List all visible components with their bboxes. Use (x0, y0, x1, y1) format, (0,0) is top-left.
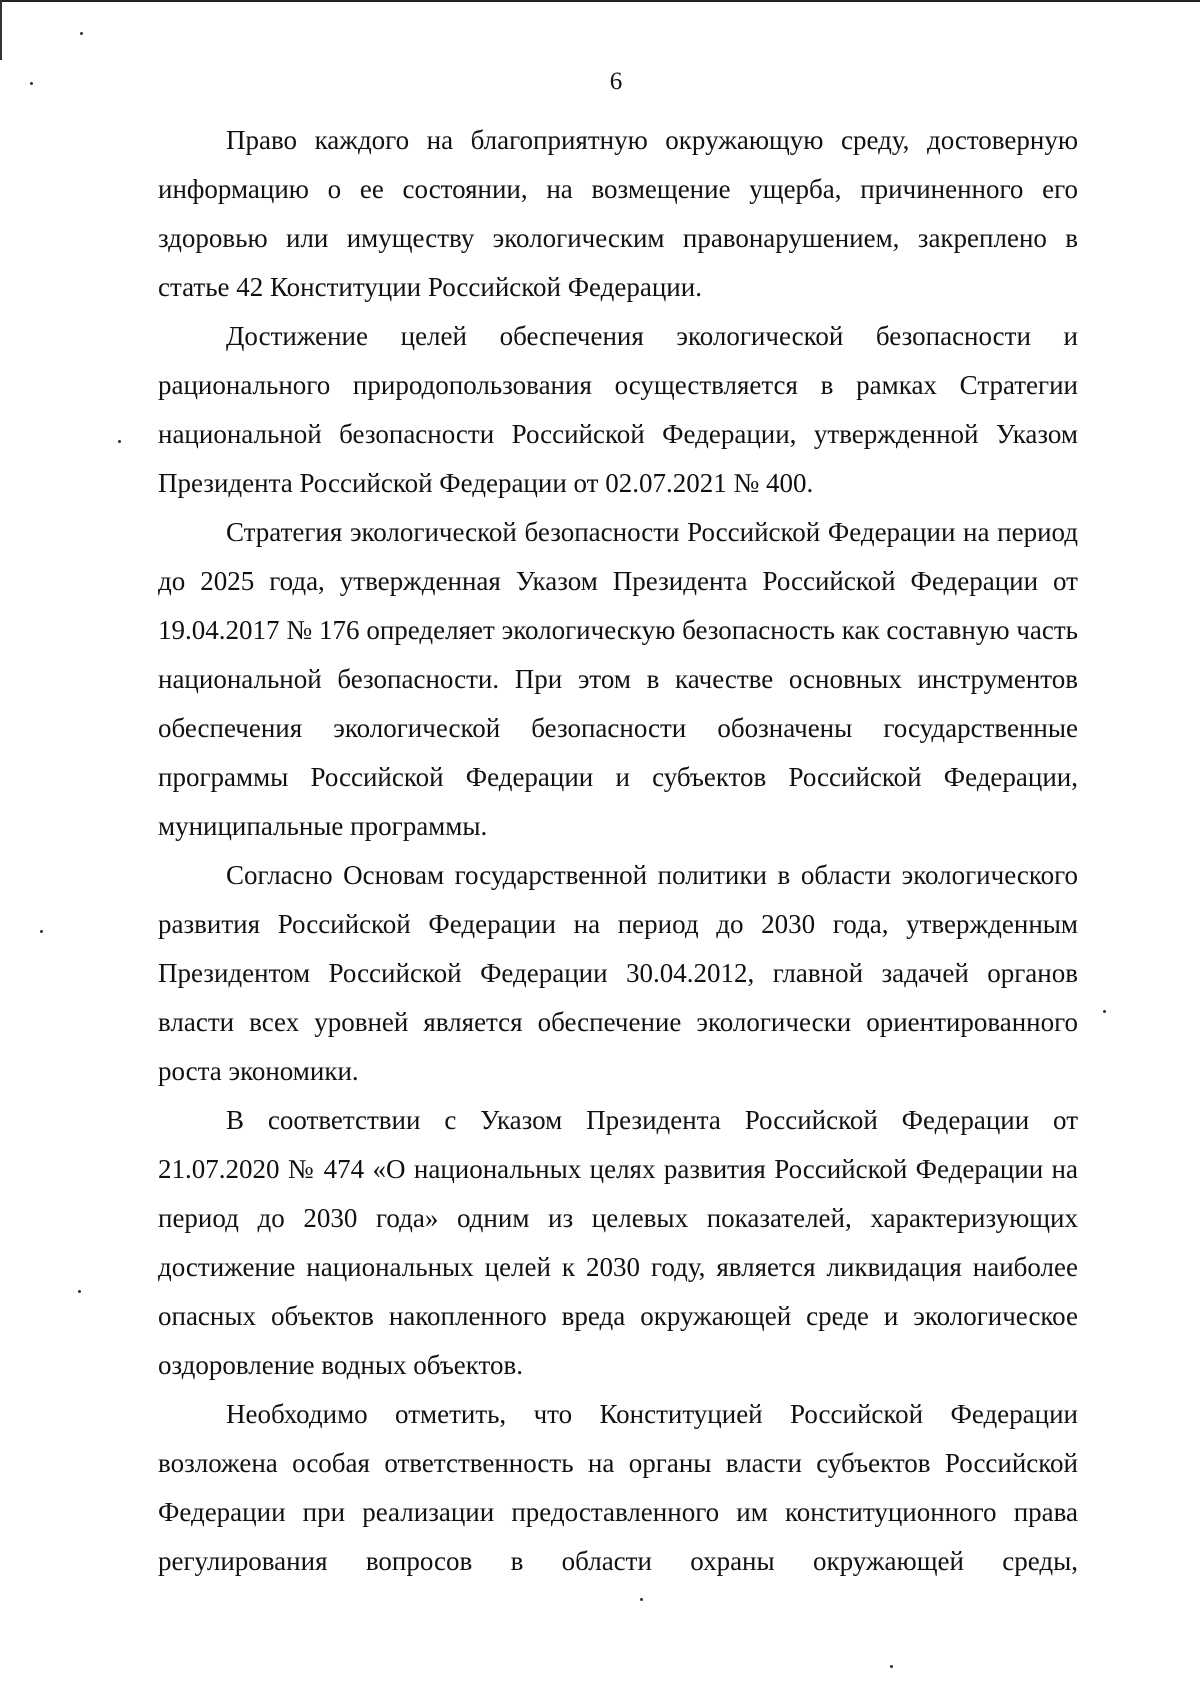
body-text (158, 116, 1078, 1586)
page-number: 6 (609, 68, 623, 95)
scan-speck (890, 1665, 893, 1668)
scan-speck (80, 32, 83, 35)
paragraph-1: Право каждого на благоприятную окружающую среду, достоверную информацию о ее состоянии, на возмещение ущерба, причиненного его здоровью или имуществу экологическим правонарушением, закреплено в статье 42 Конституции Российской Федерации. (158, 125, 1078, 302)
paragraph-5: В соответствии с Указом Президента Российской Федерации от 21.07.2020 № 474 «О национальных целях развития Российской Федерации на период до 2030 года» одним из целевых показателей, характеризующих достижение национальных целей к 2030 году, является ликвидация наиболее опасных объектов накопленного вреда окружающей среде и экологическое оздоровление водных объектов. (158, 1105, 1078, 1380)
paragraph-3: Стратегия экологической безопасности Российской Федерации на период до 2025 года, утвержденная Указом Президента Российской Федерации от 19.04.2017 № 176 определяет экологическую безопасность как составную часть национальной безопасности. При этом в качестве основных инструментов обеспечения экологической безопасности обозначены государственные программы Российской Федерации и субъектов Российской Федерации, муниципальные программы. (158, 517, 1078, 841)
paragraph-2: Достижение целей обеспечения экологической безопасности и рационального природопользования осуществляется в рамках Стратегии национальной безопасности Российской Федерации, утвержденной Указом Президента Российской Федерации от 02.07.2021 № 400. (158, 321, 1078, 498)
scan-speck (78, 1290, 81, 1293)
scan-speck (640, 1598, 643, 1601)
scan-speck (1103, 1010, 1106, 1013)
scan-speck (30, 82, 33, 85)
scan-edge-top (0, 0, 1200, 2)
paragraph-4: Согласно Основам государственной политики в области экологического развития Российской Федерации на период до 2030 года, утвержденным Президентом Российской Федерации 30.04.2012, главной задачей органов власти всех уровней является обеспечение экологически ориентированного роста экономики. (158, 860, 1078, 1086)
paragraph-6: Необходимо отметить, что Конституцией Российской Федерации возложена особая ответственность на органы власти субъектов Российской Федерации при реализации предоставленного им конституционного права регулирования вопросов в области охраны окружающей среды, (158, 1399, 1078, 1576)
scan-edge-left (0, 0, 2, 60)
scan-speck (118, 440, 121, 443)
scan-speck (40, 930, 43, 933)
